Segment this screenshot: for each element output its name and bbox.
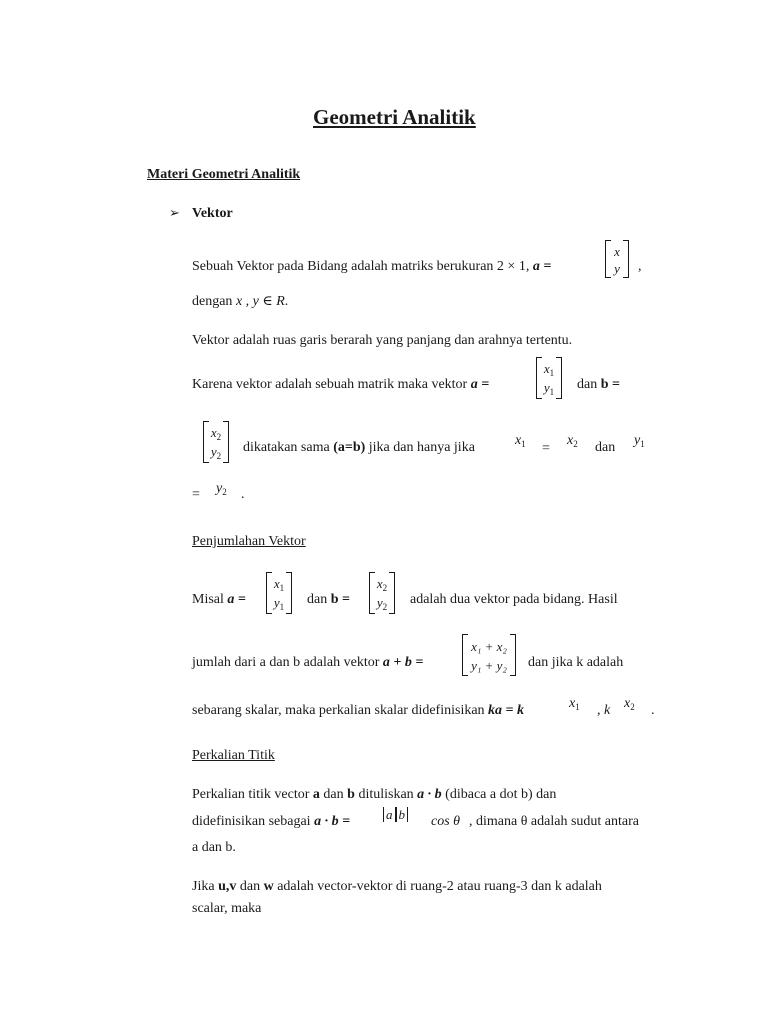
sub1-kx1: $x_1$ <box>569 696 580 712</box>
sub2-cos: cos θ <box>431 814 461 829</box>
sub2-line5: scalar, maka <box>192 901 262 916</box>
sub1-line3: sebarang skalar, maka perkalian skalar didefinisikan ka = k <box>192 703 525 718</box>
section-heading: Materi Geometri Analitik <box>147 167 301 182</box>
sub1-line2: jumlah dari a dan b adalah vektor a + b = <box>192 655 424 670</box>
sub2-line3: a dan b. <box>192 840 236 855</box>
bullet-arrow-icon: ➢ <box>169 206 180 221</box>
page-title: Geometri Analitik <box>313 105 476 129</box>
matrix-a2: $x_1$ $y_1$ <box>266 572 292 614</box>
p3-period: . <box>241 487 245 502</box>
p1-text: Sebuah Vektor pada Bidang adalah matriks berukuran 2 × 1, a = <box>192 259 552 274</box>
subheading-penjumlahan: Penjumlahan Vektor <box>192 534 306 549</box>
p3-dan: dan <box>595 440 616 455</box>
subheading-perkalian-titik: Perkalian Titik <box>192 748 275 763</box>
p1-comma: , <box>638 259 642 274</box>
sub1-after: adalah dua vektor pada bidang. Hasil <box>410 592 618 607</box>
p3-eq2: = <box>192 487 200 502</box>
sub1-comma-k: , k <box>597 703 611 718</box>
sub1-line2-after: dan jika k adalah <box>528 655 624 670</box>
p3-y1: $y_1$ <box>634 433 645 449</box>
sub2-line4: Jika u,v dan w adalah vector-vektor di ruang-2 atau ruang-3 dan k adalah <box>192 879 602 894</box>
topic-heading: Vektor <box>192 206 233 221</box>
sub2-line1: Perkalian titik vector a dan b dituliskan a · b (dibaca a dot b) dan <box>192 787 557 802</box>
p3-y2: $y_2$ <box>216 481 227 497</box>
matrix-b: $x_2$ $y_2$ <box>203 421 229 463</box>
p3-dan-b: dan b = <box>577 377 620 392</box>
matrix-a: $x_1$ $y_1$ <box>536 357 562 399</box>
p3-x2: $x_2$ <box>567 433 578 449</box>
sub1-kx2: $x_2$ <box>624 696 635 712</box>
p3-x1: $x_1$ <box>515 433 526 449</box>
sub2-line2: didefinisikan sebagai a · b = <box>192 814 351 829</box>
p2-text: Vektor adalah ruas garis berarah yang panjang dan arahnya tertentu. <box>192 333 573 348</box>
matrix-b2: $x_2$ $y_2$ <box>369 572 395 614</box>
sub1-dan-b: dan b = <box>307 592 350 607</box>
sub2-line2-end: , dimana θ adalah sudut antara <box>469 814 639 829</box>
p3-dikatakan: dikatakan sama (a=b) jika dan hanya jika <box>243 440 475 455</box>
matrix-xy: x y <box>605 240 629 278</box>
p3-eq1: = <box>542 441 550 456</box>
p1-line2: dengan x , y ∈ R. <box>192 294 289 309</box>
p3-text: Karena vektor adalah sebuah matrik maka vektor a = <box>192 377 490 392</box>
abs-a-b: a b <box>383 808 408 823</box>
sub1-misal: Misal a = <box>192 592 246 607</box>
matrix-sum: x₁ + x₂ y₁ + y₂ <box>462 634 516 676</box>
sub1-period: . <box>651 703 655 718</box>
